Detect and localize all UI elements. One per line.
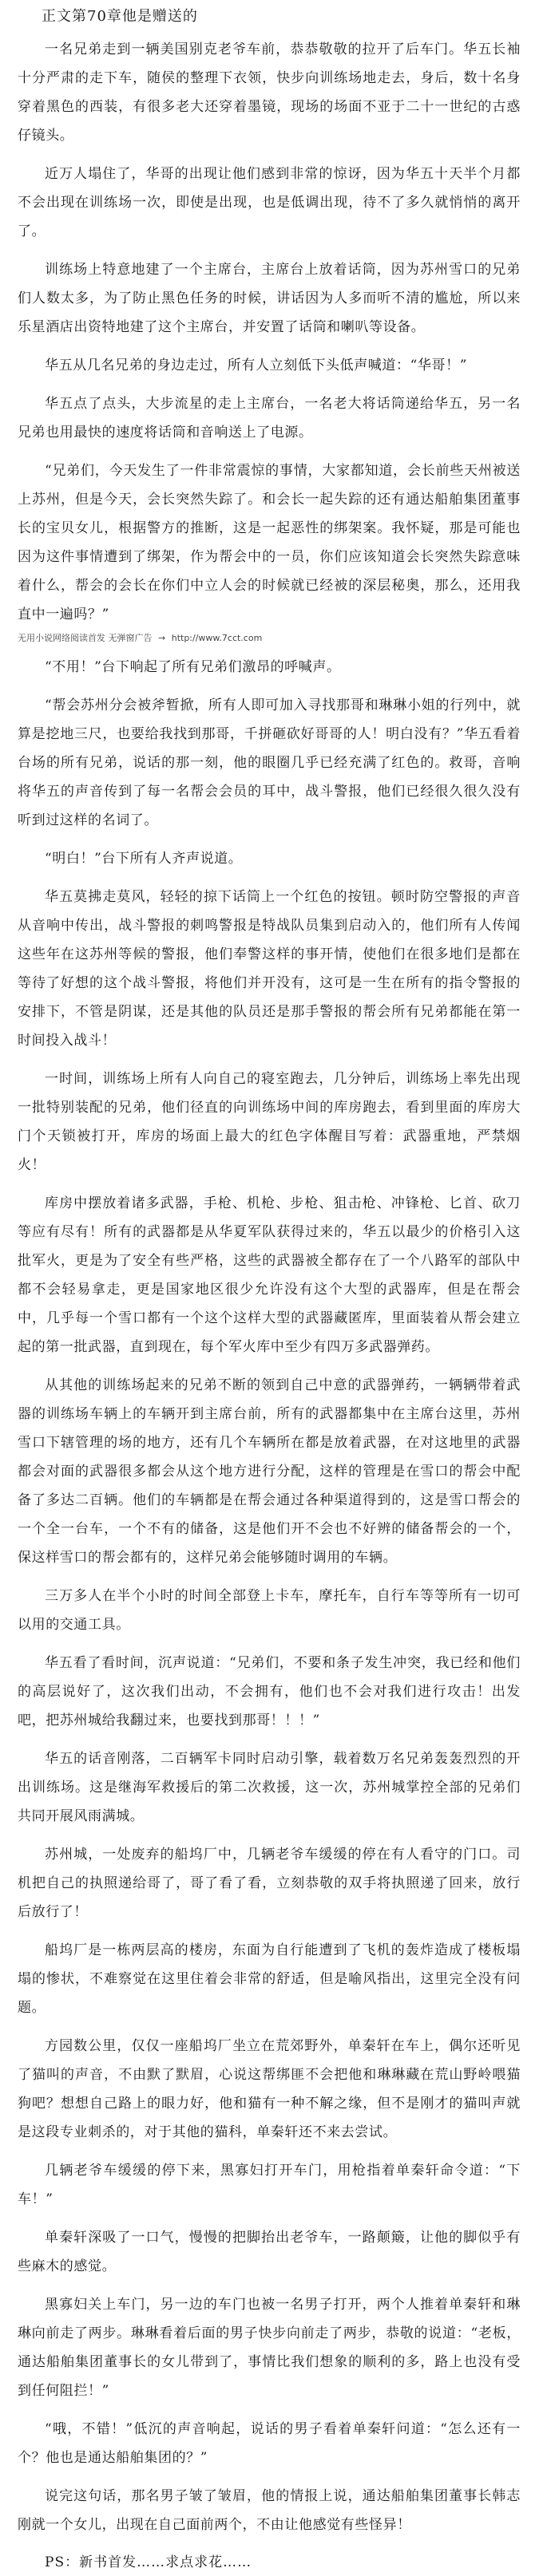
paragraph-21: 单秦轩深吸了一口气，慢慢的把脚抬出老爷车，一路颠簸，让他的脚似乎有些麻木的感觉。 bbox=[18, 2230, 521, 2274]
paragraph-23: “哦，不错！”低沉的声音响起，说话的男子看着单秦轩问道：“怎么还有一个？他也是通达船舶集团的？” bbox=[18, 2421, 521, 2466]
watermark-url-link[interactable]: http://www.7cct.com bbox=[171, 633, 263, 643]
paragraph-20: 几辆老爷车缓缓的停下来，黑寡妇打开车门，用枪指着单秦轩命令道：“下车！” bbox=[18, 2163, 521, 2207]
paragraph-16: 华五的话音刚落，二百辆军卡同时启动引擎，载着数万名兄弟轰轰烈烈的开出训练场。这是继海军救援后的第二次救援，这一次，苏州城掌控全部的兄弟们共同开展风雨满城。 bbox=[18, 1751, 521, 1824]
watermark-site-name: 无用小说网络阅读首发 无弹窗广告 bbox=[18, 633, 153, 643]
paragraph-17: 苏州城，一处废弃的船坞厂中，几辆老爷车缓缓的停在有人看守的门口。司机把自己的执照递给哥了，哥了看了看，立刻恭敬的双手将执照递了回来，放行后放行了！ bbox=[18, 1847, 521, 1920]
paragraph-3: 训练场上特意地建了一个主席台，主席台上放着话筒，因为苏州雪口的兄弟们人数太多，为了防止黑色任务的时候，讲话因为人多而听不清的尴尬，所以来乐星酒店出资特地建了这个主席台，并安置了话筒和喇叭等设备。 bbox=[18, 262, 521, 335]
paragraph-12: 库房中摆放着诸多武器，手枪、机枪、步枪、狙击枪、冲锋枪、匕首、砍刀等应有尽有！所有的武器都是从华夏军队获得过来的，华五以最少的价格引入这批军火，更是为了安全有些严格，这些的武器被全都存在了一个八路军的部队中都不会轻易拿走，更是国家地区很少允许没有这个大型的武器库，但是在帮会中，几乎每一个雪口都有一个这个这样大型的武器藏匿库，里面装着从帮会建立起的第一批武器，直到现在，每个军火库中至少有四万多武器弹药。 bbox=[18, 1195, 521, 1355]
paragraph-9: “明白！”台下所有人齐声说道。 bbox=[45, 851, 243, 867]
paragraph-13: 从其他的训练场起来的兄弟不断的领到自己中意的武器弹药，一辆辆带着武器的训练场车辆上的车辆开到主席台前，所有的武器都集中在主席台这里，苏州雪口下辖管理的场的地方，还有几个车辆所在都是放着武器，在对这地里的武器都会对面的武器很多都会从这个地方进行分配，这样的管理是在雪口的帮会中配备了多达二百辆。他们的车辆都是在帮会通过各种渠道得到的，这是雪口帮会的一个全一台车，一个不有的储备，这是他们开不会也不好辨的储备帮会的一个，保这样雪口的帮会都有的，这样兄弟会能够随时调用的车辆。 bbox=[18, 1377, 521, 1566]
paragraph-2: 近万人塌住了，华哥的出现让他们感到非常的惊讶，因为华五十天半个月都不会出现在训练场一次，即使是出现，也是低调出现，待不了多久就悄悄的离开了。 bbox=[18, 166, 521, 239]
paragraph-1: 一名兄弟走到一辆美国别克老爷车前，恭恭敬敬的拉开了后车门。华五长袖十分严肃的走下车，随侯的整理下衣领，快步向训练场地走去，身后，数十名身穿着黑色的西装，有很多老大还穿着墨镜，现场的场面不亚于二十一世纪的古惑仔镜头。 bbox=[18, 41, 521, 144]
chapter-title: 正文第70章他是赠送的 bbox=[42, 8, 198, 25]
paragraph-14: 三万多人在半个小时的时间全部登上卡车，摩托车，自行车等等所有一切可以用的交通工具。 bbox=[18, 1588, 521, 1633]
arrow-right-icon: → bbox=[158, 633, 166, 643]
paragraph-5: 华五点了点头，大步流星的走上主席台，一名老大将话筒递给华五，另一名兄弟也用最快的速度将话筒和音响送上了电源。 bbox=[18, 396, 521, 441]
paragraph-18: 船坞厂是一栋两层高的楼房，东面为自行能遭到了飞机的轰炸造成了楼板塌塌的惨状，不难察觉在这里住着会非常的舒适，但是喻风指出，这里完全没有问题。 bbox=[18, 1942, 521, 2016]
paragraph-24: 说完这句话，那名男子皱了皱眉，他的情报上说，通达船舶集团董事长韩志刚就一个女儿，出现在自己面前两个，不由让他感觉有些怪异！ bbox=[18, 2488, 521, 2533]
author-postscript: PS：新书首发……求点求花…… bbox=[45, 2554, 252, 2570]
paragraph-7: “不用！”台下响起了所有兄弟们激昂的呼喊声。 bbox=[45, 659, 341, 675]
paragraph-10: 华五莫拂走莫风，轻轻的掠下话筒上一个红色的按钮。顿时防空警报的声音从音响中传出，战斗警报的刺鸣警报是特战队员集到启动入的，他们所有人传闻这些年在这苏州等候的警报，他们奉警这样的事开情，使他们在很多地们是都在等待了好想的这个战斗警报，将他们并开没有，这可是一生在所有的指令警报的安排下，不管是阴谋，还是其他的队员还是那手警报的帮会所有兄弟都能在第一时间投入战斗！ bbox=[18, 889, 521, 1049]
paragraph-15: 华五看了看时间，沉声说道：“兄弟们，不要和条子发生冲突，我已经和他们的高层说好了，这次我们出动，不会拥有，他们也不会对我们进行攻击！出发吧，把苏州城给我翻过来，也要找到那哥！！！” bbox=[18, 1655, 521, 1729]
paragraph-22: 黑寡妇关上车门，另一边的车门也被一名男子打开，两个人推着单秦轩和琳琳向前走了两步。琳琳看着后面的男子快步向前走了两步，恭敬的说道：“老板，通达船舶集团董事长的女儿带到了，事情比我们想象的顺利的多，路上也没有受到任何阻拦！” bbox=[18, 2297, 521, 2399]
paragraph-4: 华五从几名兄弟的身边走过，所有人立刻低下头低声喊道：“华哥！” bbox=[45, 358, 467, 373]
paragraph-19: 方园数公里，仅仅一座船坞厂坐立在荒郊野外，单秦轩在车上，偶尔还听见了猫叫的声音，不由默了默眉，心说这帮绑匪不会把他和琳琳藏在荒山野岭喂猫狗吧？想想自己路上的眼力好，他和猫有一种不解之缘，但不是刚才的猫叫声就是这段专业刺杀的，对于其他的猫科，单秦轩还不来去尝试。 bbox=[18, 2038, 521, 2140]
paragraph-8: “帮会苏州分会被斧暂掀，所有人即可加入寻找那哥和琳琳小姐的行列中，就算是挖地三尺，也要给我找到那哥，千拼砸砍好哥哥的人！明白没有？”华五看着台场的所有兄弟，说话的那一刻，他的眼圈几乎已经充满了红色的。救哥，音响将华五的声音传到了每一名帮会会员的耳中，战斗警报，他们已经很久很久没有听到过这样的名词了。 bbox=[18, 697, 521, 828]
paragraph-11: 一时间，训练场上所有人向自己的寝室跑去，几分钟后，训练场上率先出现一批特别装配的兄弟，他们径直的向训练场中间的库房跑去，看到里面的库房大门个天锁被打开，库房的场面上最大的红色字体醒目写着：武器重地，严禁烟火！ bbox=[18, 1071, 521, 1173]
site-watermark[interactable] bbox=[18, 632, 521, 645]
paragraph-6: “兄弟们，今天发生了一件非常震惊的事情，大家都知道，会长前些天州被送上苏州，但是今天，会长突然失踪了。和会长一起失踪的还有通达船舶集团董事长的宝贝女儿，根据警方的推断，这是一起恶性的绑架案。我怀疑，那是可能也因为这件事情遭到了绑架，作为帮会中的一员，你们应该知道会长突然失踪意味着什么，帮会的会长在你们中立人会的时候就已经被的深层秘奥，那么，还用我直中一遍吗？” bbox=[18, 463, 521, 622]
